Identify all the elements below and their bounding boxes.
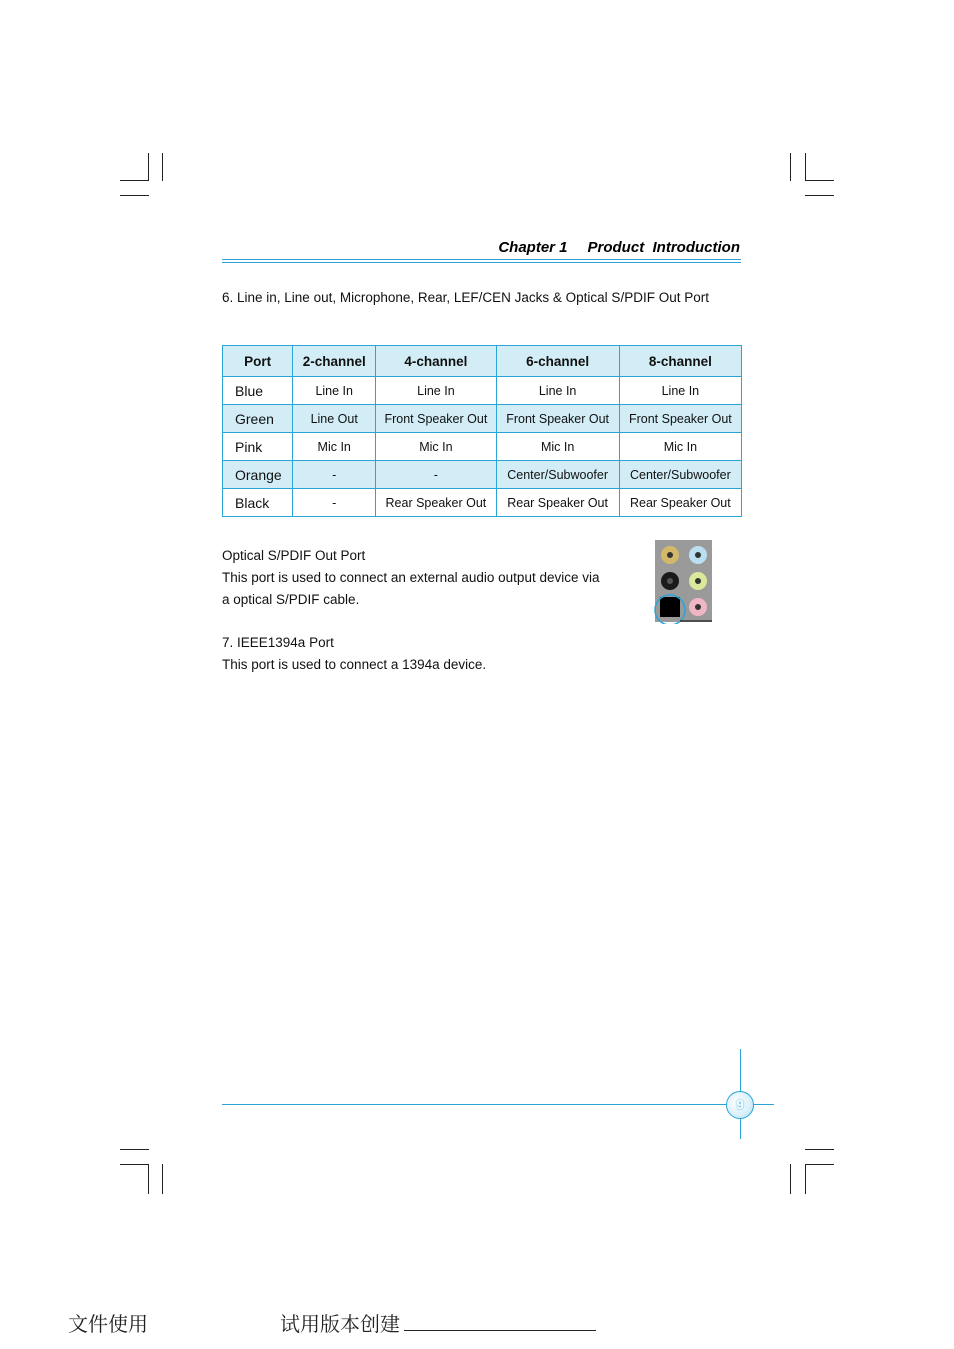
table-row [223,377,742,405]
table-cell: Front Speaker Out [496,405,619,433]
column-header: 4-channel [376,346,496,377]
page-number: 9 [726,1091,754,1119]
chapter-header [498,239,740,256]
table-cell: Rear Speaker Out [619,489,741,517]
footer-rule [222,1104,774,1105]
table-row [223,433,742,461]
optical-port-title: Optical S/PDIF Out Port [222,548,366,563]
table-cell: Green [223,405,293,433]
table-cell: Pink [223,433,293,461]
table-cell: Mic In [496,433,619,461]
table-cell: Mic In [376,433,496,461]
watermark-right: 试用版本创建 [280,1312,400,1336]
table-cell: Blue [223,377,293,405]
table-cell: Rear Speaker Out [496,489,619,517]
table-cell: - [293,461,376,489]
table-cell: Mic In [619,433,741,461]
chapter-label: Chapter 1 [498,239,568,256]
table-cell: Front Speaker Out [376,405,496,433]
section-7-heading: 7. IEEE1394a Port [222,635,334,650]
column-header: 6-channel [496,346,619,377]
watermark-left: 文件使用 [68,1312,148,1336]
table-row [223,461,742,489]
optical-port-desc-line1: This port is used to connect an external audio output device via [222,570,600,585]
table-cell: Black [223,489,293,517]
optical-spdif-port-icon [660,597,680,617]
column-header: 2-channel [293,346,376,377]
header-rule-top [222,259,741,260]
table-cell: Line Out [293,405,376,433]
audio-panel-illustration [652,538,714,624]
watermark-underline [404,1330,596,1331]
optical-port-desc-line2: a optical S/PDIF cable. [222,592,360,607]
table-row [223,489,742,517]
section-7-body: This port is used to connect a 1394a device. [222,657,487,672]
table-cell: Orange [223,461,293,489]
audio-port-table [222,345,742,517]
table-header-row [223,346,742,377]
table-cell: Line In [293,377,376,405]
optical-port-text [222,545,599,611]
table-cell: - [293,489,376,517]
chapter-title: Product Introduction [587,239,740,256]
header-rule-bottom [222,262,741,263]
table-cell: Front Speaker Out [619,405,741,433]
section-6-heading: 6. Line in, Line out, Microphone, Rear, LEF/CEN Jacks & Optical S/PDIF Out Port [222,290,709,305]
table-cell: Mic In [293,433,376,461]
column-header: Port [223,346,293,377]
table-cell: Rear Speaker Out [376,489,496,517]
column-header: 8-channel [619,346,741,377]
table-cell: - [376,461,496,489]
table-row [223,405,742,433]
table-cell: Center/Subwoofer [496,461,619,489]
table-cell: Line In [619,377,741,405]
table-cell: Line In [376,377,496,405]
table-cell: Center/Subwoofer [619,461,741,489]
table-cell: Line In [496,377,619,405]
section-7 [222,632,486,676]
